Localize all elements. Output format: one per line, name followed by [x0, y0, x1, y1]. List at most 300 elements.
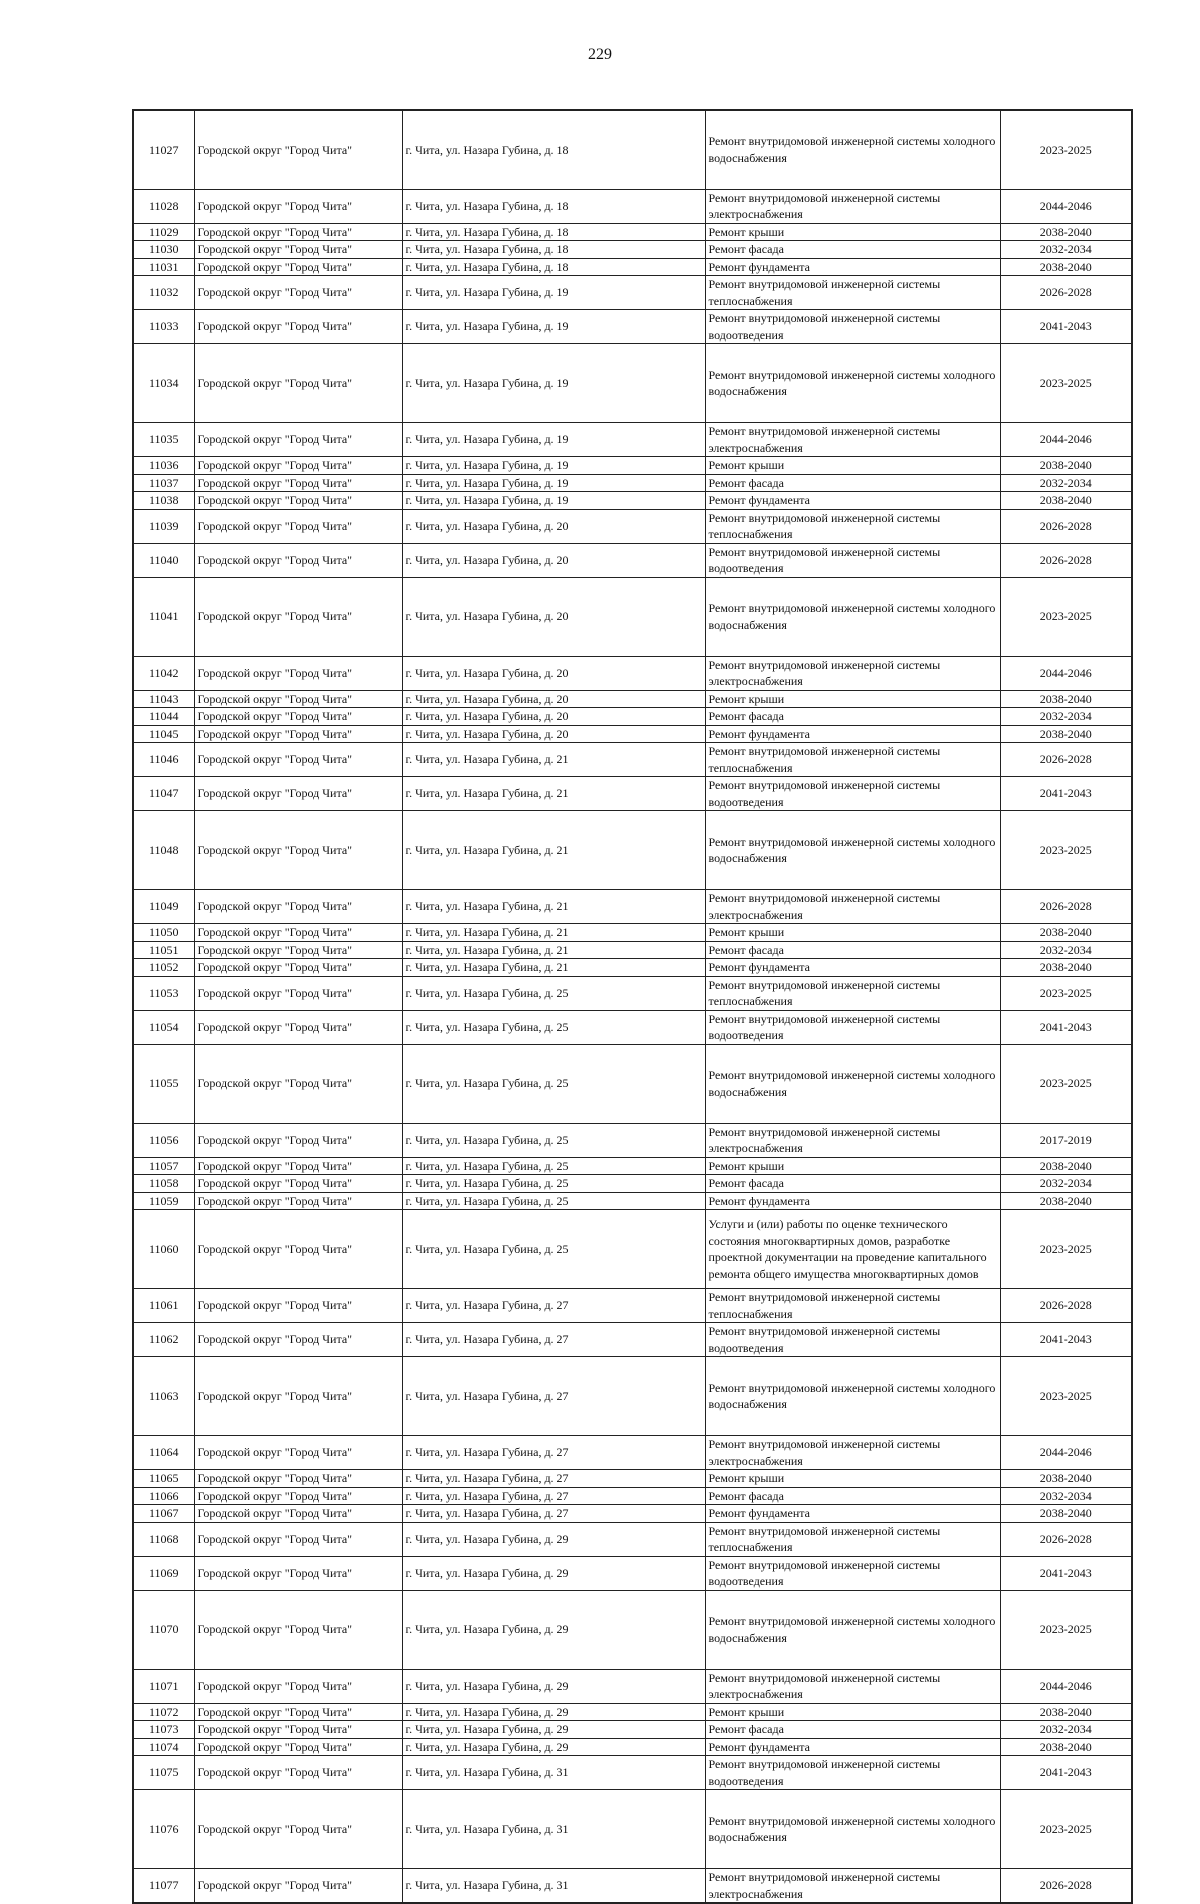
table-row	[133, 1210, 1132, 1289]
period-cell: 2023-2025	[1000, 110, 1132, 189]
period-cell: 2038-2040	[1000, 1703, 1132, 1721]
address-cell: г. Чита, ул. Назара Губина, д. 29	[402, 1556, 705, 1590]
municipality-cell: Городской округ "Город Чита"	[194, 1556, 402, 1590]
row-number-cell: 11066	[133, 1487, 194, 1505]
capital-repair-table	[132, 109, 1133, 1904]
work-type-cell: Ремонт фасада	[705, 241, 1000, 259]
period-cell: 2038-2040	[1000, 1192, 1132, 1210]
period-cell: 2044-2046	[1000, 1436, 1132, 1470]
period-cell: 2026-2028	[1000, 1289, 1132, 1323]
work-type-cell: Ремонт крыши	[705, 223, 1000, 241]
address-cell: г. Чита, ул. Назара Губина, д. 29	[402, 1522, 705, 1556]
table-row	[133, 1044, 1132, 1123]
row-number-cell: 11072	[133, 1703, 194, 1721]
address-cell: г. Чита, ул. Назара Губина, д. 20	[402, 543, 705, 577]
municipality-cell: Городской округ "Город Чита"	[194, 1157, 402, 1175]
work-type-cell: Ремонт фасада	[705, 1175, 1000, 1193]
work-type-cell: Ремонт крыши	[705, 1157, 1000, 1175]
table-row	[133, 1669, 1132, 1703]
work-type-cell: Ремонт внутридомовой инженерной системы водоотведения	[705, 777, 1000, 811]
address-cell: г. Чита, ул. Назара Губина, д. 27	[402, 1505, 705, 1523]
period-cell: 2044-2046	[1000, 423, 1132, 457]
table-row	[133, 457, 1132, 475]
address-cell: г. Чита, ул. Назара Губина, д. 21	[402, 890, 705, 924]
row-number-cell: 11027	[133, 110, 194, 189]
municipality-cell: Городской округ "Город Чита"	[194, 690, 402, 708]
address-cell: г. Чита, ул. Назара Губина, д. 29	[402, 1703, 705, 1721]
period-cell: 2041-2043	[1000, 777, 1132, 811]
address-cell: г. Чита, ул. Назара Губина, д. 25	[402, 1175, 705, 1193]
table-row	[133, 223, 1132, 241]
period-cell: 2023-2025	[1000, 1790, 1132, 1869]
work-type-cell: Ремонт внутридомовой инженерной системы теплоснабжения	[705, 509, 1000, 543]
period-cell: 2023-2025	[1000, 1357, 1132, 1436]
row-number-cell: 11049	[133, 890, 194, 924]
address-cell: г. Чита, ул. Назара Губина, д. 25	[402, 1210, 705, 1289]
municipality-cell: Городской округ "Город Чита"	[194, 474, 402, 492]
work-type-cell: Ремонт фасада	[705, 941, 1000, 959]
row-number-cell: 11076	[133, 1790, 194, 1869]
table-row	[133, 924, 1132, 942]
work-type-cell: Ремонт крыши	[705, 457, 1000, 475]
work-type-cell: Ремонт фасада	[705, 1721, 1000, 1739]
work-type-cell: Ремонт внутридомовой инженерной системы холодного водоснабжения	[705, 577, 1000, 656]
work-type-cell: Ремонт внутридомовой инженерной системы холодного водоснабжения	[705, 110, 1000, 189]
period-cell: 2032-2034	[1000, 474, 1132, 492]
table-row	[133, 110, 1132, 189]
address-cell: г. Чита, ул. Назара Губина, д. 25	[402, 1192, 705, 1210]
table-row	[133, 1756, 1132, 1790]
address-cell: г. Чита, ул. Назара Губина, д. 21	[402, 811, 705, 890]
table-row	[133, 423, 1132, 457]
address-cell: г. Чита, ул. Назара Губина, д. 31	[402, 1790, 705, 1869]
period-cell: 2038-2040	[1000, 1470, 1132, 1488]
table-row	[133, 1357, 1132, 1436]
municipality-cell: Городской округ "Город Чита"	[194, 1010, 402, 1044]
work-type-cell: Ремонт внутридомовой инженерной системы водоотведения	[705, 1756, 1000, 1790]
period-cell: 2026-2028	[1000, 1869, 1132, 1904]
row-number-cell: 11065	[133, 1470, 194, 1488]
row-number-cell: 11041	[133, 577, 194, 656]
table-row	[133, 1522, 1132, 1556]
period-cell: 2041-2043	[1000, 1323, 1132, 1357]
row-number-cell: 11042	[133, 656, 194, 690]
address-cell: г. Чита, ул. Назара Губина, д. 29	[402, 1738, 705, 1756]
row-number-cell: 11035	[133, 423, 194, 457]
municipality-cell: Городской округ "Город Чита"	[194, 1869, 402, 1904]
municipality-cell: Городской округ "Город Чита"	[194, 189, 402, 223]
address-cell: г. Чита, ул. Назара Губина, д. 27	[402, 1487, 705, 1505]
municipality-cell: Городской округ "Город Чита"	[194, 743, 402, 777]
municipality-cell: Городской округ "Город Чита"	[194, 924, 402, 942]
address-cell: г. Чита, ул. Назара Губина, д. 20	[402, 509, 705, 543]
address-cell: г. Чита, ул. Назара Губина, д. 21	[402, 777, 705, 811]
period-cell: 2038-2040	[1000, 457, 1132, 475]
row-number-cell: 11060	[133, 1210, 194, 1289]
row-number-cell: 11038	[133, 492, 194, 510]
period-cell: 2032-2034	[1000, 708, 1132, 726]
table-row	[133, 1505, 1132, 1523]
period-cell: 2026-2028	[1000, 1522, 1132, 1556]
work-type-cell: Ремонт внутридомовой инженерной системы электроснабжения	[705, 423, 1000, 457]
work-type-cell: Ремонт внутридомовой инженерной системы электроснабжения	[705, 1869, 1000, 1904]
row-number-cell: 11062	[133, 1323, 194, 1357]
address-cell: г. Чита, ул. Назара Губина, д. 20	[402, 690, 705, 708]
row-number-cell: 11034	[133, 344, 194, 423]
work-type-cell: Ремонт фасада	[705, 474, 1000, 492]
municipality-cell: Городской округ "Город Чита"	[194, 1436, 402, 1470]
address-cell: г. Чита, ул. Назара Губина, д. 21	[402, 941, 705, 959]
municipality-cell: Городской округ "Город Чита"	[194, 509, 402, 543]
work-type-cell: Ремонт крыши	[705, 690, 1000, 708]
municipality-cell: Городской округ "Город Чита"	[194, 1289, 402, 1323]
address-cell: г. Чита, ул. Назара Губина, д. 27	[402, 1289, 705, 1323]
row-number-cell: 11032	[133, 276, 194, 310]
municipality-cell: Городской округ "Город Чита"	[194, 577, 402, 656]
row-number-cell: 11053	[133, 976, 194, 1010]
address-cell: г. Чита, ул. Назара Губина, д. 18	[402, 223, 705, 241]
work-type-cell: Ремонт внутридомовой инженерной системы электроснабжения	[705, 1123, 1000, 1157]
work-type-cell: Ремонт фундамента	[705, 1192, 1000, 1210]
row-number-cell: 11077	[133, 1869, 194, 1904]
table-row	[133, 890, 1132, 924]
row-number-cell: 11067	[133, 1505, 194, 1523]
row-number-cell: 11047	[133, 777, 194, 811]
period-cell: 2026-2028	[1000, 743, 1132, 777]
table-row	[133, 1436, 1132, 1470]
work-type-cell: Ремонт крыши	[705, 924, 1000, 942]
period-cell: 2032-2034	[1000, 1721, 1132, 1739]
address-cell: г. Чита, ул. Назара Губина, д. 18	[402, 258, 705, 276]
address-cell: г. Чита, ул. Назара Губина, д. 27	[402, 1357, 705, 1436]
work-type-cell: Ремонт внутридомовой инженерной системы холодного водоснабжения	[705, 1790, 1000, 1869]
period-cell: 2044-2046	[1000, 1669, 1132, 1703]
period-cell: 2038-2040	[1000, 1505, 1132, 1523]
row-number-cell: 11054	[133, 1010, 194, 1044]
work-type-cell: Ремонт внутридомовой инженерной системы водоотведения	[705, 543, 1000, 577]
row-number-cell: 11046	[133, 743, 194, 777]
address-cell: г. Чита, ул. Назара Губина, д. 21	[402, 924, 705, 942]
table-row	[133, 725, 1132, 743]
table-row	[133, 1721, 1132, 1739]
period-cell: 2038-2040	[1000, 725, 1132, 743]
row-number-cell: 11075	[133, 1756, 194, 1790]
row-number-cell: 11063	[133, 1357, 194, 1436]
row-number-cell: 11059	[133, 1192, 194, 1210]
work-type-cell: Ремонт внутридомовой инженерной системы электроснабжения	[705, 1669, 1000, 1703]
row-number-cell: 11039	[133, 509, 194, 543]
address-cell: г. Чита, ул. Назара Губина, д. 19	[402, 276, 705, 310]
work-type-cell: Ремонт внутридомовой инженерной системы электроснабжения	[705, 656, 1000, 690]
work-type-cell: Ремонт фундамента	[705, 725, 1000, 743]
address-cell: г. Чита, ул. Назара Губина, д. 27	[402, 1470, 705, 1488]
table-row	[133, 690, 1132, 708]
period-cell: 2026-2028	[1000, 890, 1132, 924]
municipality-cell: Городской округ "Город Чита"	[194, 1721, 402, 1739]
table-row	[133, 1192, 1132, 1210]
table-row	[133, 509, 1132, 543]
row-number-cell: 11051	[133, 941, 194, 959]
address-cell: г. Чита, ул. Назара Губина, д. 19	[402, 474, 705, 492]
row-number-cell: 11029	[133, 223, 194, 241]
period-cell: 2038-2040	[1000, 1738, 1132, 1756]
municipality-cell: Городской округ "Город Чита"	[194, 1590, 402, 1669]
row-number-cell: 11061	[133, 1289, 194, 1323]
table-row	[133, 1869, 1132, 1904]
municipality-cell: Городской округ "Город Чита"	[194, 941, 402, 959]
address-cell: г. Чита, ул. Назара Губина, д. 19	[402, 344, 705, 423]
table-row	[133, 1123, 1132, 1157]
row-number-cell: 11044	[133, 708, 194, 726]
row-number-cell: 11073	[133, 1721, 194, 1739]
address-cell: г. Чита, ул. Назара Губина, д. 19	[402, 457, 705, 475]
municipality-cell: Городской округ "Город Чита"	[194, 543, 402, 577]
municipality-cell: Городской округ "Город Чита"	[194, 1487, 402, 1505]
work-type-cell: Ремонт внутридомовой инженерной системы водоотведения	[705, 310, 1000, 344]
address-cell: г. Чита, ул. Назара Губина, д. 29	[402, 1721, 705, 1739]
municipality-cell: Городской округ "Город Чита"	[194, 1123, 402, 1157]
period-cell: 2044-2046	[1000, 656, 1132, 690]
table-row	[133, 492, 1132, 510]
work-type-cell: Ремонт крыши	[705, 1470, 1000, 1488]
period-cell: 2017-2019	[1000, 1123, 1132, 1157]
period-cell: 2041-2043	[1000, 1010, 1132, 1044]
period-cell: 2032-2034	[1000, 241, 1132, 259]
row-number-cell: 11050	[133, 924, 194, 942]
municipality-cell: Городской округ "Город Чита"	[194, 258, 402, 276]
period-cell: 2038-2040	[1000, 959, 1132, 977]
row-number-cell: 11045	[133, 725, 194, 743]
period-cell: 2038-2040	[1000, 690, 1132, 708]
period-cell: 2038-2040	[1000, 492, 1132, 510]
period-cell: 2032-2034	[1000, 1487, 1132, 1505]
address-cell: г. Чита, ул. Назара Губина, д. 29	[402, 1669, 705, 1703]
work-type-cell: Ремонт внутридомовой инженерной системы электроснабжения	[705, 1436, 1000, 1470]
table-row	[133, 1487, 1132, 1505]
work-type-cell: Ремонт внутридомовой инженерной системы водоотведения	[705, 1556, 1000, 1590]
municipality-cell: Городской округ "Город Чита"	[194, 492, 402, 510]
row-number-cell: 11037	[133, 474, 194, 492]
municipality-cell: Городской округ "Город Чита"	[194, 976, 402, 1010]
address-cell: г. Чита, ул. Назара Губина, д. 20	[402, 656, 705, 690]
table-row	[133, 941, 1132, 959]
address-cell: г. Чита, ул. Назара Губина, д. 25	[402, 1044, 705, 1123]
table-row	[133, 811, 1132, 890]
table-row	[133, 276, 1132, 310]
address-cell: г. Чита, ул. Назара Губина, д. 19	[402, 310, 705, 344]
work-type-cell: Ремонт внутридомовой инженерной системы теплоснабжения	[705, 976, 1000, 1010]
work-type-cell: Ремонт крыши	[705, 1703, 1000, 1721]
table-row	[133, 543, 1132, 577]
work-type-cell: Ремонт внутридомовой инженерной системы водоотведения	[705, 1010, 1000, 1044]
municipality-cell: Городской округ "Город Чита"	[194, 1522, 402, 1556]
address-cell: г. Чита, ул. Назара Губина, д. 25	[402, 976, 705, 1010]
period-cell: 2023-2025	[1000, 811, 1132, 890]
row-number-cell: 11074	[133, 1738, 194, 1756]
address-cell: г. Чита, ул. Назара Губина, д. 18	[402, 189, 705, 223]
period-cell: 2032-2034	[1000, 941, 1132, 959]
row-number-cell: 11040	[133, 543, 194, 577]
table-row	[133, 1157, 1132, 1175]
work-type-cell: Ремонт внутридомовой инженерной системы электроснабжения	[705, 189, 1000, 223]
work-type-cell: Ремонт внутридомовой инженерной системы теплоснабжения	[705, 1289, 1000, 1323]
row-number-cell: 11048	[133, 811, 194, 890]
work-type-cell: Ремонт фасада	[705, 708, 1000, 726]
row-number-cell: 11057	[133, 1157, 194, 1175]
work-type-cell: Ремонт внутридомовой инженерной системы электроснабжения	[705, 890, 1000, 924]
row-number-cell: 11069	[133, 1556, 194, 1590]
address-cell: г. Чита, ул. Назара Губина, д. 18	[402, 110, 705, 189]
municipality-cell: Городской округ "Город Чита"	[194, 241, 402, 259]
row-number-cell: 11068	[133, 1522, 194, 1556]
row-number-cell: 11071	[133, 1669, 194, 1703]
period-cell: 2023-2025	[1000, 976, 1132, 1010]
work-type-cell: Ремонт внутридомовой инженерной системы холодного водоснабжения	[705, 1044, 1000, 1123]
address-cell: г. Чита, ул. Назара Губина, д. 31	[402, 1756, 705, 1790]
period-cell: 2038-2040	[1000, 1157, 1132, 1175]
address-cell: г. Чита, ул. Назара Губина, д. 27	[402, 1323, 705, 1357]
row-number-cell: 11056	[133, 1123, 194, 1157]
address-cell: г. Чита, ул. Назара Губина, д. 29	[402, 1590, 705, 1669]
page-number: 229	[588, 46, 612, 63]
municipality-cell: Городской округ "Город Чита"	[194, 1210, 402, 1289]
work-type-cell: Ремонт фасада	[705, 1487, 1000, 1505]
work-type-cell: Ремонт внутридомовой инженерной системы холодного водоснабжения	[705, 1357, 1000, 1436]
table-row	[133, 577, 1132, 656]
municipality-cell: Городской округ "Город Чита"	[194, 223, 402, 241]
period-cell: 2023-2025	[1000, 344, 1132, 423]
row-number-cell: 11036	[133, 457, 194, 475]
table-row	[133, 976, 1132, 1010]
address-cell: г. Чита, ул. Назара Губина, д. 25	[402, 1157, 705, 1175]
municipality-cell: Городской округ "Город Чита"	[194, 1044, 402, 1123]
work-type-cell: Ремонт внутридомовой инженерной системы холодного водоснабжения	[705, 811, 1000, 890]
work-type-cell: Ремонт внутридомовой инженерной системы водоотведения	[705, 1323, 1000, 1357]
work-type-cell: Ремонт фундамента	[705, 1738, 1000, 1756]
table-row	[133, 241, 1132, 259]
municipality-cell: Городской округ "Город Чита"	[194, 1470, 402, 1488]
row-number-cell: 11033	[133, 310, 194, 344]
period-cell: 2023-2025	[1000, 1044, 1132, 1123]
municipality-cell: Городской округ "Город Чита"	[194, 344, 402, 423]
work-type-cell: Ремонт фундамента	[705, 258, 1000, 276]
work-type-cell: Ремонт фундамента	[705, 959, 1000, 977]
address-cell: г. Чита, ул. Назара Губина, д. 19	[402, 423, 705, 457]
work-type-cell: Ремонт фундамента	[705, 1505, 1000, 1523]
table-row	[133, 743, 1132, 777]
row-number-cell: 11030	[133, 241, 194, 259]
row-number-cell: 11052	[133, 959, 194, 977]
work-type-cell: Ремонт внутридомовой инженерной системы теплоснабжения	[705, 743, 1000, 777]
work-type-cell: Ремонт внутридомовой инженерной системы теплоснабжения	[705, 1522, 1000, 1556]
row-number-cell: 11028	[133, 189, 194, 223]
period-cell: 2038-2040	[1000, 223, 1132, 241]
period-cell: 2026-2028	[1000, 276, 1132, 310]
table-row	[133, 474, 1132, 492]
municipality-cell: Городской округ "Город Чита"	[194, 708, 402, 726]
table-row	[133, 708, 1132, 726]
table-row	[133, 777, 1132, 811]
table-row	[133, 1703, 1132, 1721]
address-cell: г. Чита, ул. Назара Губина, д. 19	[402, 492, 705, 510]
table-row	[133, 1289, 1132, 1323]
row-number-cell: 11031	[133, 258, 194, 276]
table-row	[133, 258, 1132, 276]
address-cell: г. Чита, ул. Назара Губина, д. 20	[402, 725, 705, 743]
table-row	[133, 310, 1132, 344]
municipality-cell: Городской округ "Город Чита"	[194, 1175, 402, 1193]
row-number-cell: 11055	[133, 1044, 194, 1123]
period-cell: 2023-2025	[1000, 1590, 1132, 1669]
period-cell: 2041-2043	[1000, 1556, 1132, 1590]
address-cell: г. Чита, ул. Назара Губина, д. 27	[402, 1436, 705, 1470]
period-cell: 2041-2043	[1000, 1756, 1132, 1790]
row-number-cell: 11064	[133, 1436, 194, 1470]
table-row	[133, 189, 1132, 223]
work-type-cell: Ремонт внутридомовой инженерной системы холодного водоснабжения	[705, 344, 1000, 423]
period-cell: 2026-2028	[1000, 543, 1132, 577]
row-number-cell: 11043	[133, 690, 194, 708]
municipality-cell: Городской округ "Город Чита"	[194, 1756, 402, 1790]
table-row	[133, 1010, 1132, 1044]
municipality-cell: Городской округ "Город Чита"	[194, 1323, 402, 1357]
table-row	[133, 1470, 1132, 1488]
period-cell: 2044-2046	[1000, 189, 1132, 223]
municipality-cell: Городской округ "Город Чита"	[194, 811, 402, 890]
row-number-cell: 11058	[133, 1175, 194, 1193]
municipality-cell: Городской округ "Город Чита"	[194, 1738, 402, 1756]
municipality-cell: Городской округ "Город Чита"	[194, 310, 402, 344]
municipality-cell: Городской округ "Город Чита"	[194, 1505, 402, 1523]
municipality-cell: Городской округ "Город Чита"	[194, 1669, 402, 1703]
municipality-cell: Городской округ "Город Чита"	[194, 457, 402, 475]
address-cell: г. Чита, ул. Назара Губина, д. 20	[402, 708, 705, 726]
table-body	[133, 110, 1132, 1903]
table-row	[133, 656, 1132, 690]
work-type-cell: Ремонт фундамента	[705, 492, 1000, 510]
address-cell: г. Чита, ул. Назара Губина, д. 25	[402, 1123, 705, 1157]
table-row	[133, 1323, 1132, 1357]
period-cell: 2032-2034	[1000, 1175, 1132, 1193]
work-type-cell: Ремонт внутридомовой инженерной системы холодного водоснабжения	[705, 1590, 1000, 1669]
table-row	[133, 959, 1132, 977]
period-cell: 2023-2025	[1000, 1210, 1132, 1289]
municipality-cell: Городской округ "Город Чита"	[194, 1192, 402, 1210]
municipality-cell: Городской округ "Город Чита"	[194, 423, 402, 457]
work-type-cell: Ремонт внутридомовой инженерной системы теплоснабжения	[705, 276, 1000, 310]
table-row	[133, 1738, 1132, 1756]
table-row	[133, 1556, 1132, 1590]
municipality-cell: Городской округ "Город Чита"	[194, 890, 402, 924]
table-row	[133, 1790, 1132, 1869]
address-cell: г. Чита, ул. Назара Губина, д. 25	[402, 1010, 705, 1044]
period-cell: 2023-2025	[1000, 577, 1132, 656]
municipality-cell: Городской округ "Город Чита"	[194, 276, 402, 310]
municipality-cell: Городской округ "Город Чита"	[194, 777, 402, 811]
table-row	[133, 344, 1132, 423]
address-cell: г. Чита, ул. Назара Губина, д. 20	[402, 577, 705, 656]
table-row	[133, 1175, 1132, 1193]
municipality-cell: Городской округ "Город Чита"	[194, 110, 402, 189]
row-number-cell: 11070	[133, 1590, 194, 1669]
municipality-cell: Городской округ "Город Чита"	[194, 1703, 402, 1721]
municipality-cell: Городской округ "Город Чита"	[194, 959, 402, 977]
period-cell: 2038-2040	[1000, 258, 1132, 276]
address-cell: г. Чита, ул. Назара Губина, д. 21	[402, 743, 705, 777]
period-cell: 2038-2040	[1000, 924, 1132, 942]
period-cell: 2041-2043	[1000, 310, 1132, 344]
period-cell: 2026-2028	[1000, 509, 1132, 543]
